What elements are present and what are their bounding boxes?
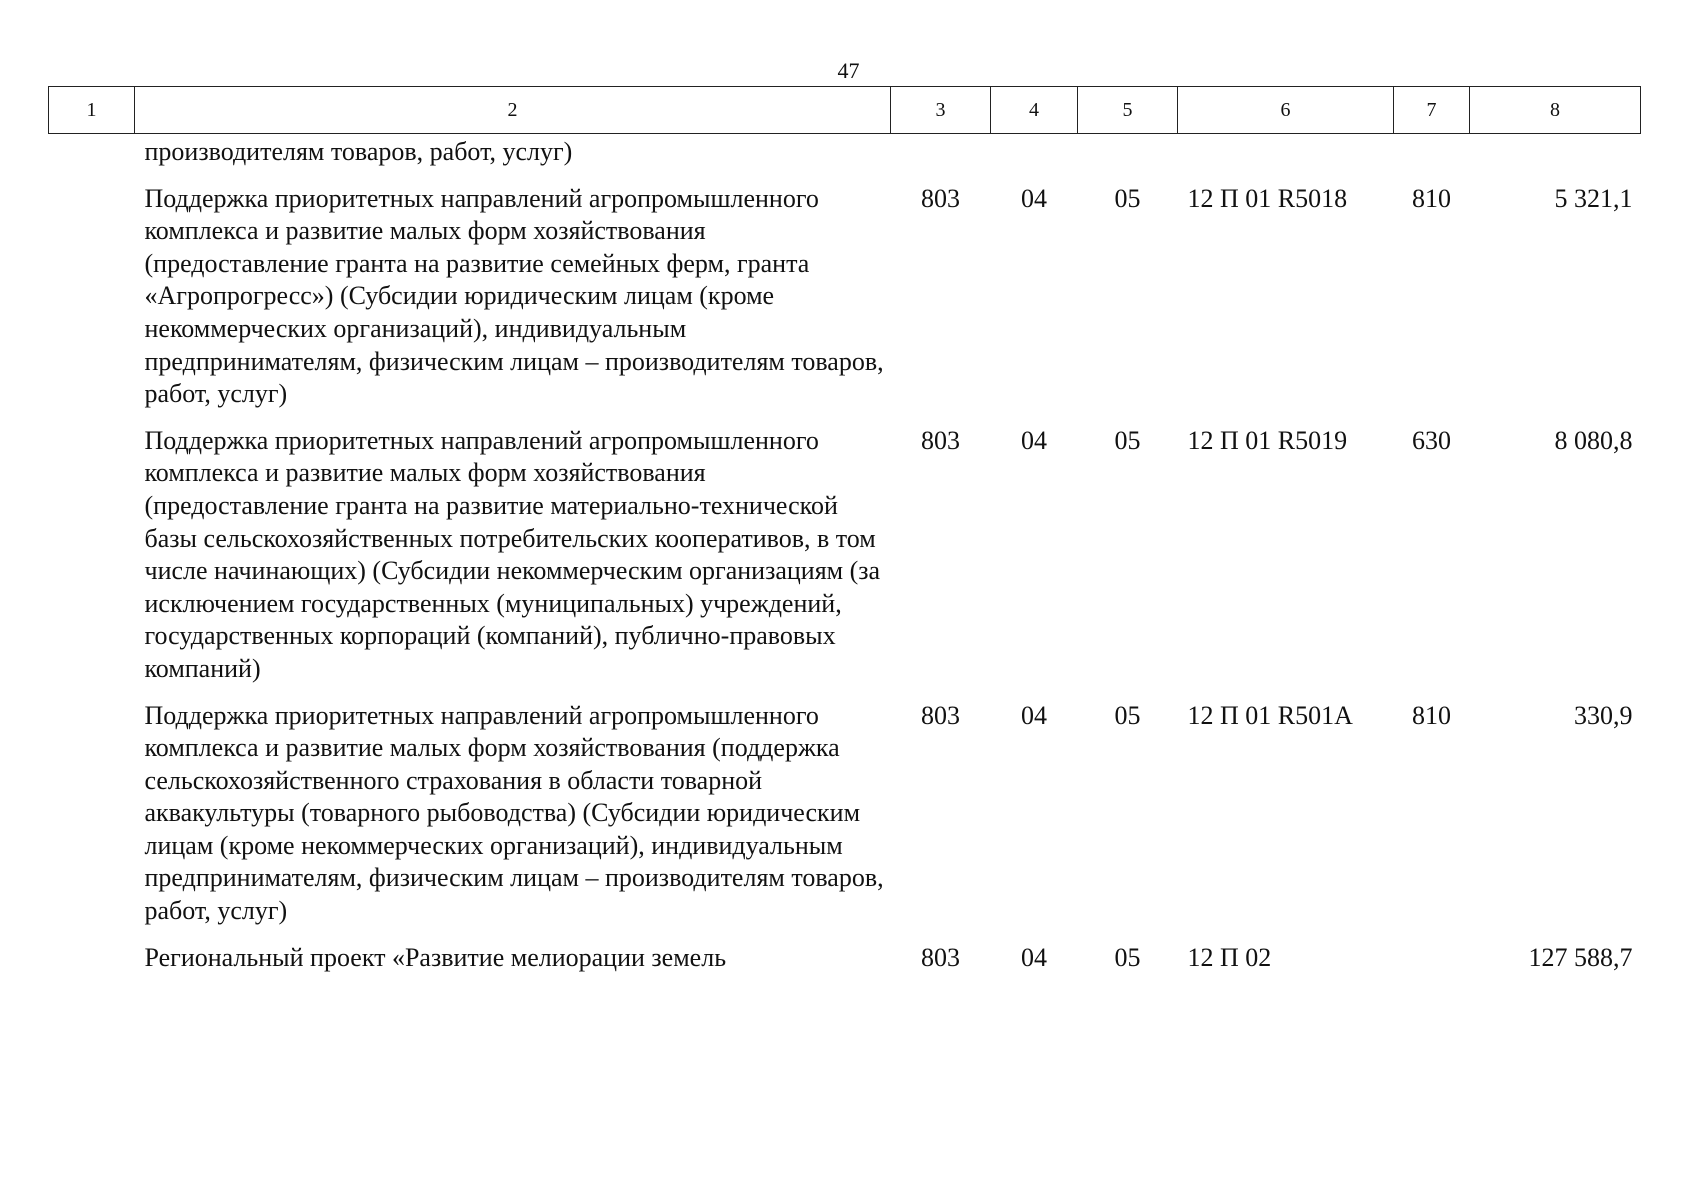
row-grbs <box>891 134 991 175</box>
budget-table <box>48 86 1641 980</box>
header-col-2: 2 <box>135 87 891 134</box>
row-sum: 5 321,1 <box>1554 183 1633 213</box>
row-pr: 05 <box>1114 183 1141 213</box>
row-rz: 04 <box>1021 942 1047 972</box>
row-name: Поддержка приоритетных направлений агропромышленного комплекса и развитие малых форм хозяйствования (предоставление гранта на развитие семейных ферм, гранта «Агропрогресс») (Субсидии юридическим лицам (кроме некоммерческих организаций), индивидуальным предпринимателям, физическим лицам – производителям товаров, работ, услуг) <box>144 183 884 409</box>
header-col-8: 8 <box>1470 87 1641 134</box>
table-row <box>49 134 1641 175</box>
row-grbs: 803 <box>921 425 960 455</box>
row-name: Поддержка приоритетных направлений агропромышленного комплекса и развитие малых форм хозяйствования (поддержка сельскохозяйственного страхования в области товарной аквакультуры (товарного рыбоводства) (Субсидии юридическим лицам (кроме некоммерческих организаций), индивидуальным предпринимателям, физическим лицам – производителям товаров, работ, услуг) <box>144 700 884 926</box>
header-col-7: 7 <box>1394 87 1470 134</box>
row-rz: 04 <box>1021 183 1047 213</box>
row-rz: 04 <box>1021 425 1047 455</box>
row-csr: 12 П 02 <box>1187 942 1272 972</box>
row-vr <box>1394 134 1470 175</box>
header-col-6: 6 <box>1178 87 1394 134</box>
row-grbs: 803 <box>921 183 960 213</box>
row-pr: 05 <box>1114 425 1141 455</box>
header-col-1: 1 <box>49 87 135 134</box>
row-name: производителям товаров, работ, услуг) <box>144 137 573 166</box>
row-name: Поддержка приоритетных направлений агропромышленного комплекса и развитие малых форм хозяйствования (предоставление гранта на развитие материально-технической базы сельскохозяйственных потребительских кооперативов, в том числе начинающих) (Субсидии некоммерческим организациям (за исключением государственных (муниципальных) учреждений, государственных корпораций (компаний), публично-правовых компаний) <box>144 425 881 683</box>
row-name: Региональный проект «Развитие мелиорации земель <box>144 942 727 972</box>
row-vr: 630 <box>1412 425 1451 455</box>
row-pr <box>1078 134 1178 175</box>
header-row <box>49 87 1641 134</box>
row-pr: 05 <box>1114 700 1141 730</box>
row-sum: 8 080,8 <box>1554 425 1633 455</box>
table-header <box>49 87 1641 134</box>
row-rz <box>991 134 1078 175</box>
row-grbs: 803 <box>921 942 960 972</box>
table-row <box>49 417 1641 692</box>
row-csr <box>1178 134 1394 175</box>
row-sum: 127 588,7 <box>1528 942 1633 972</box>
row-sum: 330,9 <box>1574 700 1633 730</box>
row-csr: 12 П 01 R5019 <box>1187 425 1348 455</box>
table-row <box>49 175 1641 417</box>
table-row <box>49 692 1641 934</box>
row-vr <box>1394 934 1470 981</box>
row-csr: 12 П 01 R5018 <box>1187 183 1348 213</box>
header-col-5: 5 <box>1078 87 1178 134</box>
row-pr: 05 <box>1114 942 1141 972</box>
row-vr: 810 <box>1412 183 1451 213</box>
row-vr: 810 <box>1412 700 1451 730</box>
row-csr: 12 П 01 R501А <box>1187 700 1353 730</box>
budget-table-container <box>48 86 1640 980</box>
header-col-4: 4 <box>991 87 1078 134</box>
page-number: 47 <box>837 58 860 83</box>
table-row <box>49 934 1641 981</box>
row-rz: 04 <box>1021 700 1047 730</box>
table-body <box>49 134 1641 981</box>
row-sum <box>1470 134 1641 175</box>
header-col-3: 3 <box>891 87 991 134</box>
row-grbs: 803 <box>921 700 960 730</box>
